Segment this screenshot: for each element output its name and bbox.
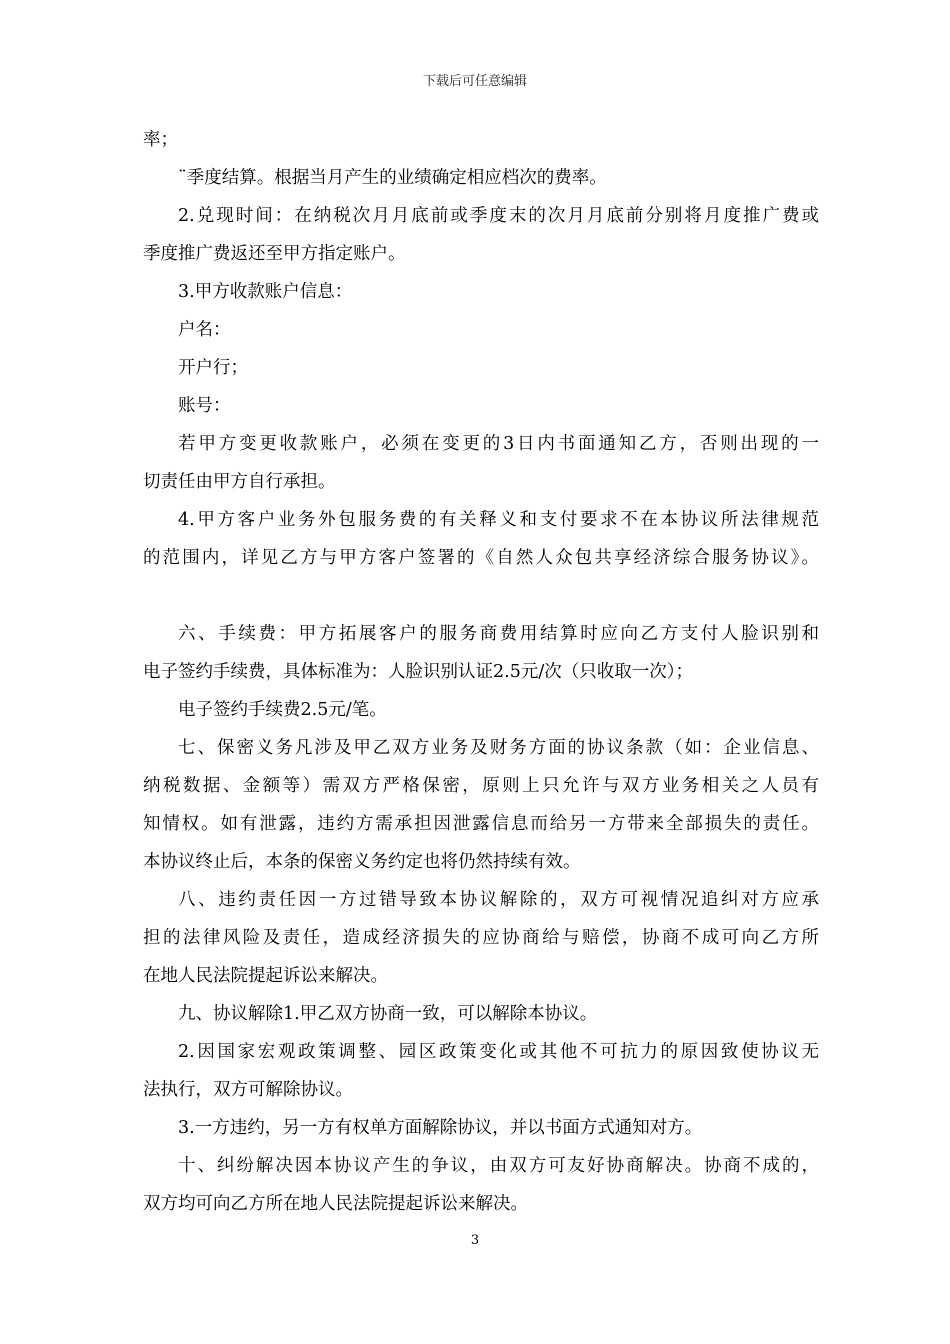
text-line: 的范围内，详见乙方与甲方客户签署的《自然人众包共享经济综合服务协议》。 [143, 548, 819, 568]
page-number: 3 [470, 1233, 480, 1248]
text-line: 电子签约手续费2.5元/笔。 [178, 700, 387, 720]
text-line: 知情权。如有泄露，违约方需承担因泄露信息而给另一方带来全部损失的责任。 [143, 814, 819, 834]
text-line: 十、纠纷解决因本协议产生的争议，由双方可友好协商解决。协商不成的， [178, 1156, 819, 1176]
text-line: 切责任由甲方自行承担。 [143, 472, 336, 492]
text-line: 九、协议解除1.甲乙双方协商一致，可以解除本协议。 [178, 1004, 598, 1024]
text-line: 3.甲方收款账户信息： [178, 282, 353, 302]
text-line: 法执行，双方可解除协议。 [143, 1080, 353, 1100]
text-line: 账号： [178, 396, 231, 416]
text-line: 在地人民法院提起诉讼来解决。 [143, 966, 388, 986]
text-line: 率； [143, 130, 178, 150]
text-line: 户名： [178, 320, 231, 340]
page-header: 下载后可任意编辑 [422, 74, 527, 89]
text-line: 七、保密义务凡涉及甲乙双方业务及财务方面的协议条款（如：企业信息、 [178, 738, 819, 758]
text-line: 担的法律风险及责任，造成经济损失的应协商给与赔偿，协商不成可向乙方所 [143, 928, 819, 948]
text-line: ¨季度结算。根据当月产生的业绩确定相应档次的费率。 [178, 168, 607, 188]
text-line: 开户行； [178, 358, 248, 378]
text-line: 纳税数据、金额等）需双方严格保密，原则上只允许与双方业务相关之人员有 [143, 776, 819, 796]
text-line: 4.甲方客户业务外包服务费的有关释义和支付要求不在本协议所法律规范 [178, 510, 819, 530]
document-body [143, 121, 819, 1223]
text-line: 3.一方违约，另一方有权单方面解除协议，并以书面方式通知对方。 [178, 1118, 703, 1138]
paragraph-gap [143, 577, 819, 615]
text-line: 双方均可向乙方所在地人民法院提起诉讼来解决。 [143, 1194, 528, 1214]
text-line: 电子签约手续费，具体标准为：人脸识别认证2.5元/次（只收取一次）； [143, 662, 693, 682]
text-line: 本协议终止后，本条的保密义务约定也将仍然持续有效。 [143, 852, 581, 872]
text-line: 2.兑现时间：在纳税次月月底前或季度末的次月月底前分别将月度推广费或 [178, 206, 819, 226]
text-line: 八、违约责任因一方过错导致本协议解除的，双方可视情况追纠对方应承 [178, 890, 819, 910]
text-line: 季度推广费返还至甲方指定账户。 [143, 244, 406, 264]
text-line: 若甲方变更收款账户，必须在变更的3日内书面通知乙方，否则出现的一 [178, 434, 819, 454]
text-line: 六、手续费：甲方拓展客户的服务商费用结算时应向乙方支付人脸识别和 [178, 624, 819, 644]
text-line: 2.因国家宏观政策调整、园区政策变化或其他不可抗力的原因致使协议无 [178, 1042, 819, 1062]
